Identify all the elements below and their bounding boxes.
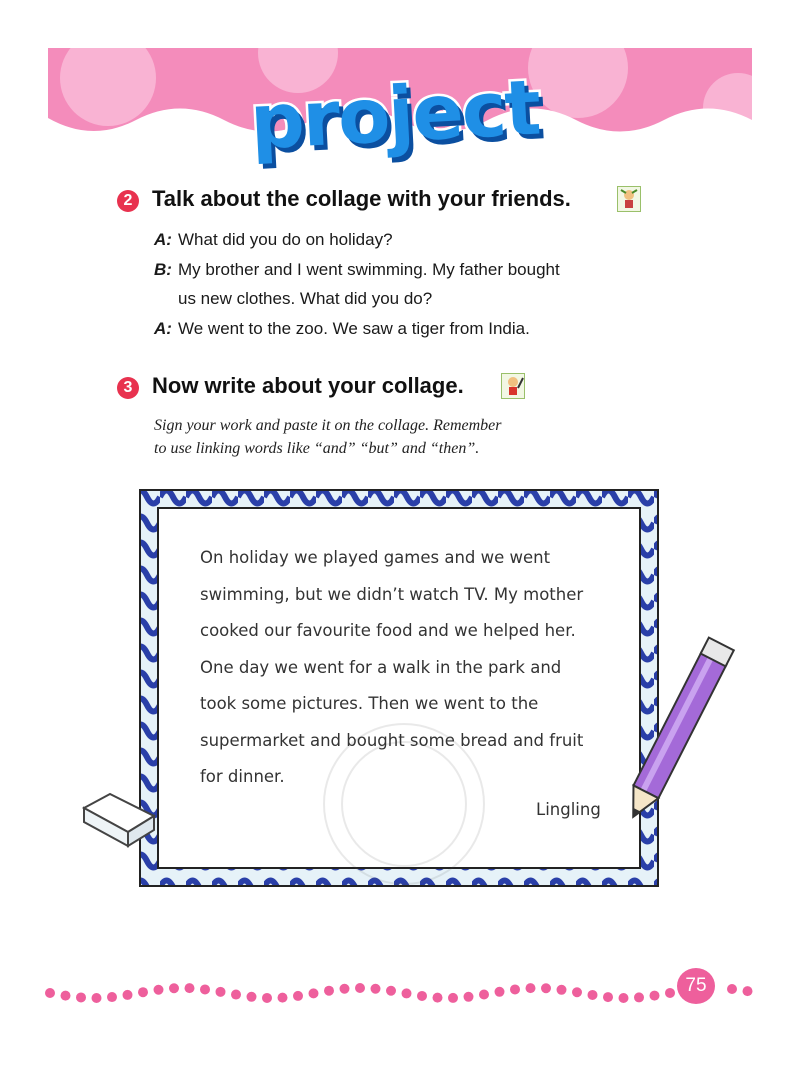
footer-dot bbox=[76, 992, 86, 1002]
footer-dot bbox=[433, 993, 443, 1003]
footer-dot bbox=[386, 986, 396, 996]
footer-dot bbox=[464, 992, 474, 1002]
note-line: supermarket and bought some bread and fruit bbox=[200, 730, 584, 750]
footer-dot bbox=[169, 983, 179, 993]
section-number-3: 3 bbox=[117, 377, 139, 399]
footer-dot bbox=[727, 984, 737, 994]
footer-dots bbox=[40, 978, 760, 1008]
footer-dot bbox=[200, 984, 210, 994]
talk-icon bbox=[617, 186, 641, 212]
footer-dot bbox=[448, 993, 458, 1003]
footer-dot bbox=[309, 988, 319, 998]
footer-dot bbox=[61, 991, 71, 1001]
dialog-line bbox=[154, 255, 560, 285]
note-line: swimming, but we didn’t watch TV. My mother bbox=[200, 584, 584, 604]
page-title: project bbox=[247, 62, 542, 167]
footer-dot bbox=[402, 988, 412, 998]
note-line: On holiday we played games and we went bbox=[200, 548, 551, 567]
footer-dot bbox=[526, 983, 536, 993]
footer-dot bbox=[479, 990, 489, 1000]
footer-dot bbox=[45, 988, 55, 998]
footer-dot bbox=[665, 988, 675, 998]
footer-dot bbox=[541, 983, 551, 993]
footer-dot bbox=[495, 987, 505, 997]
footer-dot bbox=[340, 984, 350, 994]
footer-dot bbox=[650, 991, 660, 1001]
footer-dot bbox=[185, 983, 195, 993]
footer-dot bbox=[293, 991, 303, 1001]
footer-dot bbox=[324, 986, 334, 996]
footer-dot bbox=[231, 990, 241, 1000]
dialog-text: us new clothes. What did you do? bbox=[178, 289, 433, 308]
speaker-label: B: bbox=[154, 259, 172, 279]
instruction-line: Sign your work and paste it on the collage. Remember bbox=[154, 417, 502, 434]
dialog-text: What did you do on holiday? bbox=[178, 230, 393, 249]
eraser-image bbox=[80, 790, 160, 850]
section-heading-3: Now write about your collage. bbox=[152, 373, 464, 398]
instruction bbox=[154, 414, 502, 460]
footer-dot bbox=[216, 987, 226, 997]
dialog bbox=[154, 225, 560, 343]
speaker-label: A: bbox=[154, 318, 172, 338]
footer-dot bbox=[603, 992, 613, 1002]
footer-dot bbox=[92, 993, 102, 1003]
note-line: cooked our favourite food and we helped her. bbox=[200, 621, 576, 640]
footer-dot bbox=[743, 986, 753, 996]
write-icon bbox=[501, 373, 525, 399]
dialog-line bbox=[154, 225, 560, 255]
footer-dot bbox=[371, 984, 381, 994]
footer-dot bbox=[572, 987, 582, 997]
footer-dot bbox=[123, 990, 133, 1000]
pencil-image bbox=[620, 620, 740, 835]
section-number-2: 2 bbox=[117, 190, 139, 212]
note-line: One day we went for a walk in the park and bbox=[200, 657, 562, 677]
footer-dot bbox=[355, 983, 365, 993]
note-line: for dinner. bbox=[200, 767, 285, 786]
footer-dot bbox=[417, 991, 427, 1001]
collage-note bbox=[200, 540, 595, 796]
section-heading-2: Talk about the collage with your friends. bbox=[152, 186, 571, 211]
note-line: took some pictures. Then we went to the bbox=[200, 694, 539, 713]
dialog-line bbox=[154, 314, 560, 344]
footer-dot bbox=[247, 992, 257, 1002]
footer-dot bbox=[107, 992, 117, 1002]
footer-dot bbox=[634, 992, 644, 1002]
speaker-label: A: bbox=[154, 230, 172, 249]
footer-dot bbox=[510, 984, 520, 994]
footer-dot bbox=[619, 993, 629, 1003]
dialog-text: We went to the zoo. We saw a tiger from India. bbox=[178, 318, 530, 338]
footer-dot bbox=[154, 985, 164, 995]
footer-dot bbox=[557, 985, 567, 995]
instruction-line: to use linking words like “and” “but” and “then”. bbox=[154, 440, 480, 457]
footer-dot bbox=[262, 993, 272, 1003]
dialog-text: My brother and I went swimming. My father bought bbox=[178, 259, 560, 279]
footer-dot bbox=[138, 987, 148, 997]
footer-dot bbox=[588, 990, 598, 1000]
dialog-line bbox=[154, 284, 560, 314]
footer-dot bbox=[278, 993, 288, 1003]
page-number: 75 bbox=[677, 968, 715, 1004]
signature: Lingling bbox=[536, 800, 601, 819]
